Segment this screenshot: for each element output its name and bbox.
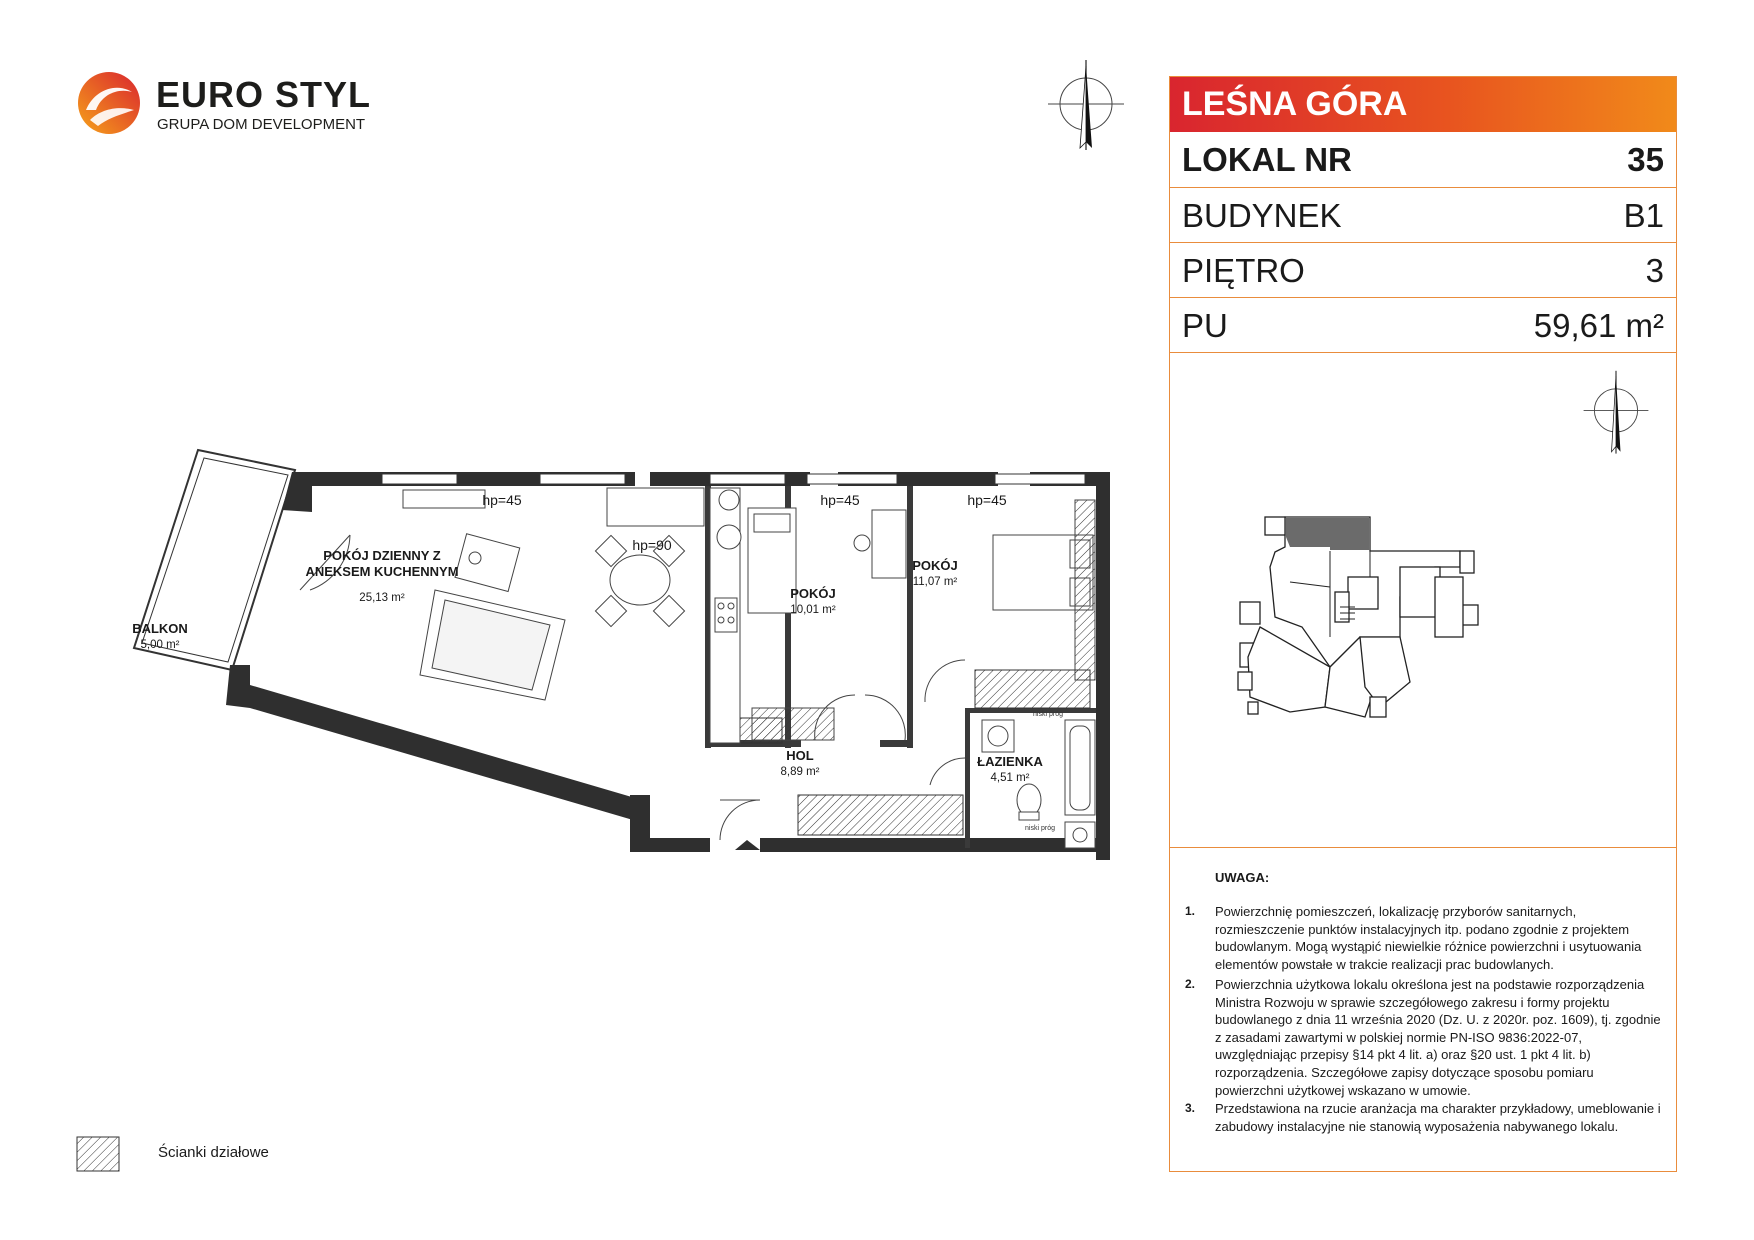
room-name-living-2: ANEKSEM KUCHENNYM [305, 564, 459, 579]
building-key-plan [1230, 507, 1510, 737]
partition-wall-swatch [76, 1136, 120, 1172]
logo-mark-icon [76, 70, 142, 136]
logo [76, 70, 376, 140]
note-text: Przedstawiona na rzucie aranżacja ma charakter przykładowy, umeblowanie i zabudowy instalacyjne nie stanowią wyposażenia nabywanego lokalu. [1215, 1101, 1661, 1134]
info-row-area [1170, 297, 1676, 353]
threshold-label: niski próg [1025, 825, 1055, 832]
height-label: hp=45 [967, 492, 1007, 508]
height-label: hp=45 [482, 492, 522, 508]
room-name-hol: HOL [786, 748, 814, 763]
building-label: BUDYNEK [1182, 197, 1342, 234]
floor-label: PIĘTRO [1182, 252, 1305, 289]
north-arrow-small-icon [1580, 369, 1652, 459]
height-label: hp=90 [632, 537, 672, 553]
room-area-hol: 8,89 m² [780, 766, 820, 778]
area-value: 59,61 m² [1533, 307, 1664, 344]
room-area-living: 25,13 m² [359, 592, 405, 604]
legend-label: Ścianki działowe [158, 1144, 269, 1161]
note-number: 1. [1185, 904, 1196, 918]
floor-value: 3 [1645, 252, 1664, 289]
unit-value: 35 [1627, 141, 1664, 178]
project-header [1170, 77, 1676, 132]
notes-title: UWAGA: [1215, 870, 1270, 885]
north-arrow-icon [1046, 58, 1126, 158]
note-number: 3. [1185, 1101, 1196, 1115]
room-name-pokoj-2: POKÓJ [912, 558, 958, 573]
room-area-pokoj-1: 10,01 m² [790, 604, 836, 616]
highlighted-unit [1286, 518, 1369, 550]
info-row-floor [1170, 242, 1676, 297]
building-value: B1 [1623, 197, 1664, 234]
bedroom-1-furniture [748, 508, 906, 740]
note-text: Powierzchnię pomieszczeń, lokalizację przyborów sanitarnych, rozmieszczenie punktów instalacyjnych itp. podano zgodnie z projektem budowlanym. Mogą wystąpić niewielkie różnice powierzchni i usytuowania elementów powstałe w trakcie realizacji prac budowlanych. [1215, 904, 1642, 972]
room-area-pokoj-2: 11,07 m² [912, 576, 958, 588]
area-label: PU [1182, 307, 1228, 344]
note-text: Powierzchnia użytkowa lokalu określona jest na podstawie rozporządzenia Ministra Rozwoju w sprawie szczegółowego zakresu i formy projektu budowlanego z dnia 11 września 2020 (Dz. U. z 2020r. poz. 1609), tj. zgodnie z zasadami zawartymi w polskiej normie PN-ISO 9836:2022-07, uwzględniając przepisy §14 pkt 4 lit. a) oraz §20 ust. 1 pkt 4 lit. b) rozporządzenia. Szczegółowe zapisy dotyczące sposobu pomiaru powierzchni użytkowej wskazano w umowie. [1215, 977, 1661, 1098]
floor-plan [120, 440, 1120, 860]
balcony [134, 450, 295, 670]
room-name-balkon: BALKON [132, 621, 188, 636]
room-name-lazienka: ŁAZIENKA [977, 754, 1043, 769]
room-name-living-1: POKÓJ DZIENNY Z [323, 548, 441, 563]
bedroom-2-furniture [993, 500, 1095, 680]
room-name-pokoj-1: POKÓJ [790, 586, 836, 601]
project-name: LEŚNA GÓRA [1182, 85, 1408, 123]
threshold-label: niski próg [1033, 711, 1063, 718]
logo-name: EURO STYL [156, 74, 372, 115]
notes-divider [1170, 847, 1676, 848]
info-row-building [1170, 187, 1676, 242]
info-row-unit [1170, 132, 1676, 187]
height-label: hp=45 [820, 492, 860, 508]
info-panel [1169, 76, 1677, 1172]
logo-subtitle: GRUPA DOM DEVELOPMENT [157, 116, 366, 133]
exterior-walls [226, 472, 1110, 860]
room-area-balkon: 5,00 m² [140, 639, 180, 651]
room-area-lazienka: 4,51 m² [990, 772, 1030, 784]
note-number: 2. [1185, 977, 1196, 991]
unit-label: LOKAL NR [1182, 141, 1352, 178]
